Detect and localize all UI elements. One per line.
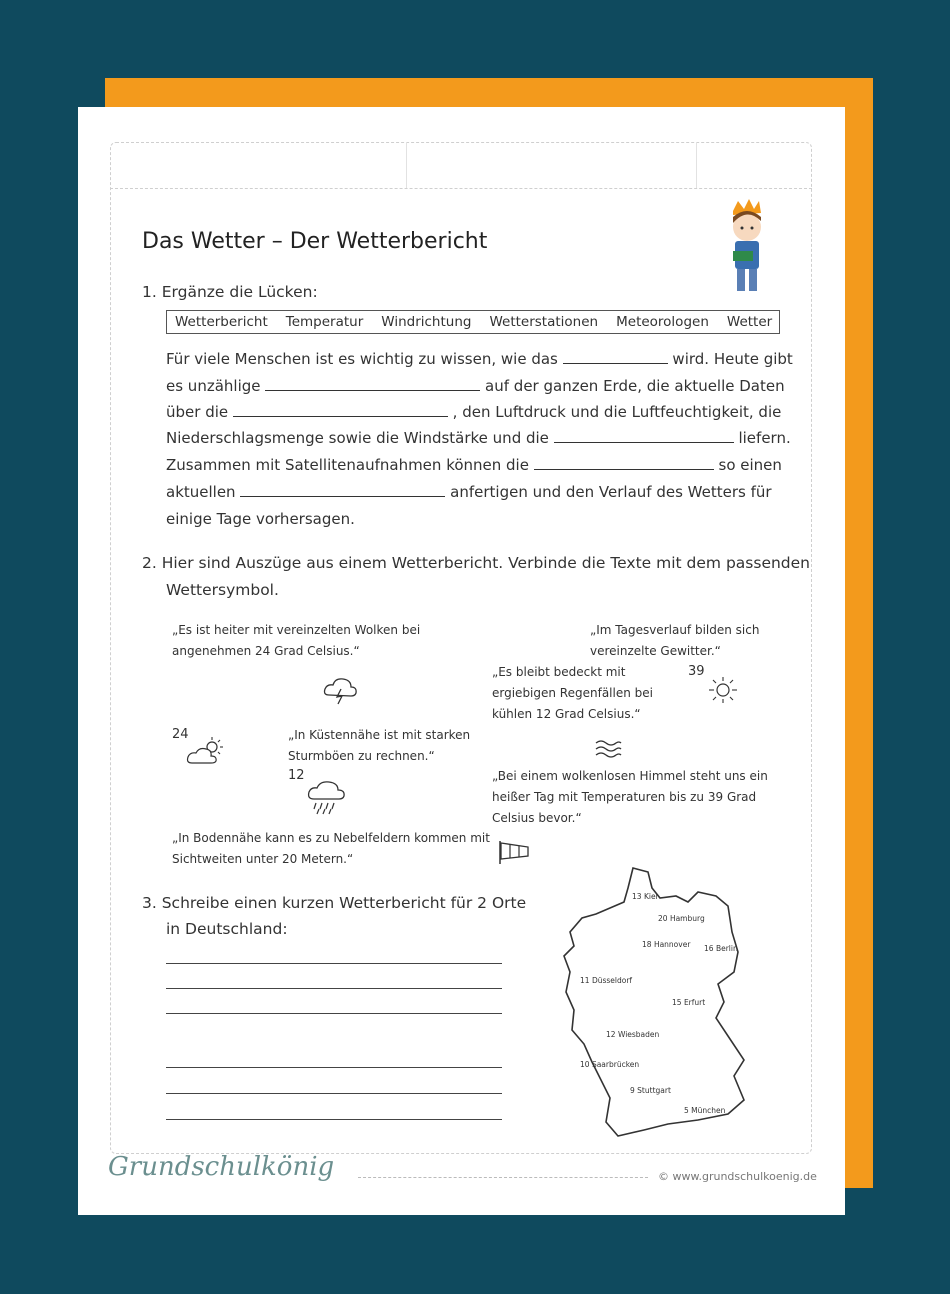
writing-line[interactable] xyxy=(166,1093,502,1094)
quote-rain xyxy=(492,662,653,725)
word-bank-item: Wetterbericht xyxy=(175,314,268,330)
quote-line: ergiebigen Regenfällen bei xyxy=(492,686,653,700)
text-segment: anfertigen und den Verlauf des Wetters für xyxy=(450,483,772,501)
quote-line: Sturmböen zu rechnen.“ xyxy=(288,749,435,763)
quote-line: „Es ist heiter mit vereinzelten Wolken bei xyxy=(172,623,421,637)
fill-gap[interactable] xyxy=(534,457,714,470)
quote-line: angenehmen 24 Grad Celsius.“ xyxy=(172,644,360,658)
map-city: 11 Düsseldorf xyxy=(580,976,633,985)
word-bank-item: Meteorologen xyxy=(616,314,709,330)
text-line xyxy=(166,429,791,447)
writing-line[interactable] xyxy=(166,1119,502,1120)
text-line xyxy=(166,377,785,395)
text-segment: Zusammen mit Satellitenaufnahmen können die xyxy=(166,456,529,474)
word-bank-item: Wetterstationen xyxy=(489,314,599,330)
temp-12: 12 xyxy=(288,768,305,783)
word-bank-item: Temperatur xyxy=(285,314,364,330)
word-bank-item: Wetter xyxy=(726,314,773,330)
quote-thunderstorm xyxy=(590,620,759,662)
temp-24: 24 xyxy=(172,727,189,742)
header-box xyxy=(110,142,812,189)
text-line xyxy=(166,456,782,474)
writing-line[interactable] xyxy=(166,963,502,964)
text-segment: es unzählige xyxy=(166,377,261,395)
text-segment: Niederschlagsmenge sowie die Windstärke und die xyxy=(166,429,549,447)
text-line xyxy=(166,403,781,421)
text-segment: , den Luftdruck und die Luftfeuchtigkeit, die xyxy=(452,403,782,421)
germany-outline-icon xyxy=(548,862,768,1152)
sun-icon[interactable] xyxy=(706,675,740,705)
text-line xyxy=(166,510,355,528)
rain-cloud-icon[interactable] xyxy=(306,779,350,815)
fill-gap[interactable] xyxy=(563,351,668,364)
footer-url: © www.grundschulkoenig.de xyxy=(658,1170,817,1183)
quote-line: „Im Tagesverlauf bilden sich xyxy=(590,623,760,637)
temp-39: 39 xyxy=(688,664,705,679)
text-segment: über die xyxy=(166,403,229,421)
word-bank-item: Windrichtung xyxy=(381,314,472,330)
map-city: 13 Kiel xyxy=(632,892,658,901)
quote-line: vereinzelte Gewitter.“ xyxy=(590,644,721,658)
king-mascot-icon xyxy=(721,199,771,299)
footer-divider xyxy=(358,1177,648,1178)
quote-line: „In Küstennähe ist mit starken xyxy=(288,728,471,742)
worksheet xyxy=(78,107,845,1215)
germany-weather-map xyxy=(548,862,768,1152)
sun-cloud-icon[interactable] xyxy=(186,735,226,767)
writing-line[interactable] xyxy=(166,1067,502,1068)
map-city: 12 Wiesbaden xyxy=(606,1030,660,1039)
task2-label: 2. Hier sind Auszüge aus einem Wetterbericht. Verbinde die Texte mit dem passenden xyxy=(142,554,811,572)
text-segment: liefern. xyxy=(738,429,791,447)
windsock-icon[interactable] xyxy=(496,839,532,865)
fill-gap[interactable] xyxy=(233,404,448,417)
task1-label: 1. Ergänze die Lücken: xyxy=(142,283,318,301)
text-line xyxy=(166,483,772,501)
text-segment: Für viele Menschen ist es wichtig zu wissen, wie das xyxy=(166,350,558,368)
map-city: 20 Hamburg xyxy=(658,914,705,923)
writing-line[interactable] xyxy=(166,1013,502,1014)
thunderstorm-icon[interactable] xyxy=(323,675,359,705)
task2-label-cont: Wettersymbol. xyxy=(166,581,279,599)
text-segment: aktuellen xyxy=(166,483,236,501)
brand-logo: Grundschulkönig xyxy=(108,1152,335,1182)
text-segment: so einen xyxy=(718,456,782,474)
fill-gap[interactable] xyxy=(240,484,445,497)
map-city: 16 Berlin xyxy=(704,944,738,953)
header-divider xyxy=(406,142,407,188)
wind-waves-icon[interactable] xyxy=(594,739,622,759)
task3-label-cont: in Deutschland: xyxy=(166,920,288,938)
quote-line: heißer Tag mit Temperaturen bis zu 39 Grad xyxy=(492,790,757,804)
quote-storm xyxy=(288,725,470,767)
map-city: 10 Saarbrücken xyxy=(580,1060,640,1069)
map-city: 9 Stuttgart xyxy=(630,1086,671,1095)
map-city: 18 Hannover xyxy=(642,940,691,949)
quote-line: „Es bleibt bedeckt mit xyxy=(492,665,626,679)
quote-line: „In Bodennähe kann es zu Nebelfeldern kommen mit xyxy=(172,831,490,845)
text-segment: einige Tage vorhersagen. xyxy=(166,510,355,528)
writing-line[interactable] xyxy=(166,988,502,989)
map-city: 5 München xyxy=(684,1106,726,1115)
map-city: 15 Erfurt xyxy=(672,998,706,1007)
quote-sunny-clouds xyxy=(172,620,420,662)
quote-line: kühlen 12 Grad Celsius.“ xyxy=(492,707,641,721)
header-divider xyxy=(696,142,697,188)
quote-line: Sichtweiten unter 20 Metern.“ xyxy=(172,852,354,866)
word-bank xyxy=(166,310,780,334)
quote-fog xyxy=(172,828,490,870)
quote-line: Celsius bevor.“ xyxy=(492,811,582,825)
text-segment: wird. Heute gibt xyxy=(672,350,793,368)
task3-label: 3. Schreibe einen kurzen Wetterbericht für 2 Orte xyxy=(142,894,527,912)
quote-sunny-hot xyxy=(492,766,768,829)
text-segment: auf der ganzen Erde, die aktuelle Daten xyxy=(485,377,785,395)
page-title: Das Wetter – Der Wetterbericht xyxy=(142,229,488,254)
text-line xyxy=(166,350,793,368)
fill-gap[interactable] xyxy=(265,378,480,391)
fill-gap[interactable] xyxy=(554,430,734,443)
quote-line: „Bei einem wolkenlosen Himmel steht uns ein xyxy=(492,769,768,783)
